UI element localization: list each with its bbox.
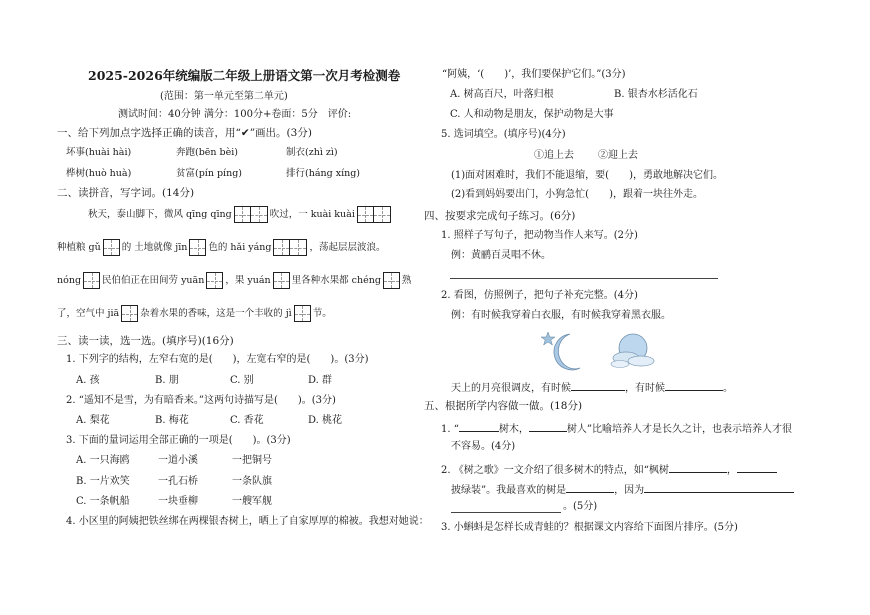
scope-text: (范围：第一单元至第二单元) [160,91,288,102]
tianzige-box[interactable] [383,272,400,289]
r-q5-choice-2[interactable]: ②迎上去 [598,150,638,161]
tianzige-box[interactable] [294,305,311,322]
s3-q2-option-c[interactable]: C. 香花 [230,415,264,426]
s2-text: 种植粮 gǔ [57,241,101,253]
s3-q3-option-text: 一艘军舰 [232,496,272,507]
s3-q2-option-a[interactable]: A. 梨花 [76,415,110,426]
s5-text: 树人”比喻培养人才是长久之计，也表示培养人才很 [566,424,792,435]
tianzige-box[interactable] [103,239,120,256]
s3-q3: 3. 下面的量词运用全部正确的一项是( )。(3分) [66,435,291,446]
answer-blank[interactable] [669,463,727,473]
tianzige-box[interactable] [234,206,268,223]
answer-blank[interactable] [566,483,614,493]
s4-q1: 1. 照样子写句子，把动物当作人来写。(2分) [441,230,638,241]
s4-moon-sentence [451,381,733,394]
s1-word-1[interactable]: 坏事(huài hài) [66,147,132,158]
section1-question-text: 一、给下列加点字选择正确的读音，用“ [57,127,241,139]
s3-q3-option-text: 一道小溪 [158,455,198,466]
moon-picture [540,330,670,375]
answer-line[interactable] [450,278,718,279]
r-option-a[interactable]: A. 树高百尺，叶落归根 [450,89,554,100]
s3-q2-option-d[interactable]: D. 桃花 [308,415,343,426]
s2-text: ，果 yuán [225,274,271,286]
s3-q3-option-text: 一块垂柳 [158,496,198,507]
tianzige-box[interactable] [357,206,391,223]
section5-question: 五、根据所学内容做一做。(18分) [424,400,583,412]
s5-q1 [441,422,792,435]
s2-text: 吹过，一 kuài kuài [269,208,355,220]
s5-text: ， [726,465,737,476]
s3-q1: 1. 下列字的结构，左窄右宽的是( )，左宽右窄的是( )。(3分) [66,354,369,365]
s2-text: 民伯伯正在田间劳 yuān [102,274,205,286]
cloudy-moon-icon [611,334,654,368]
s1-word-4[interactable]: 桦树(huò huà) [66,168,132,179]
s3-q3-option-c[interactable]: C. 一条帆船 [76,496,130,507]
s3-q1-option-c[interactable]: C. 别 [230,375,254,386]
s4-moon-text: 。 [723,383,733,394]
tianzige-box[interactable] [273,272,290,289]
r-option-b[interactable]: B. 银杏水杉活化石 [614,89,698,100]
s3-q2-option-b[interactable]: B. 梅花 [155,415,189,426]
tianzige-box[interactable] [121,305,138,322]
s2-text: ，荡起层层波浪。 [309,241,386,253]
page-title: 2025-2026年统编版二年级上册语文第一次月考检测卷 [88,68,401,83]
s2-text: 节。 [312,307,332,319]
s3-q3-option-text: 一孔石桥 [158,476,198,487]
s3-q1-option-a[interactable]: A. 孩 [76,375,100,386]
s1-word-5[interactable]: 贫富(pín píng) [176,168,242,179]
s3-q4: 4. 小区里的阿姨把铁丝绑在两棵银杏树上，晒上了自家厚厚的棉被。我想对她说： [66,516,429,527]
check-icon: ✔ [240,127,250,139]
crescent-moon-icon [554,334,580,370]
s2-text: 杂着水果的香味，这是一个丰收的 jì [140,307,292,319]
s3-q1-option-d[interactable]: D. 群 [308,375,333,386]
r-q5-sentence-2: (2)看到妈妈要出门，小狗急忙( )，跟着一块往外走。 [451,189,703,200]
s3-q2: 2. “遥知不是雪，为有暗香来。”这两句诗描写是( )。(3分) [66,395,336,406]
star-icon [541,332,555,345]
s4-moon-text: ，有时候 [625,383,665,394]
s4-example-2: 例：有时候我穿着白衣服，有时候我穿着黑衣服。 [451,310,671,321]
r-option-c[interactable]: C. 人和动物是朋友，保护动物是大事 [450,109,614,120]
answer-blank[interactable] [571,381,625,391]
tianzige-box[interactable] [83,272,100,289]
s2-line-4 [57,305,332,322]
s5-q1-cont: 不容易。(4分) [451,441,516,452]
s5-text: 树木， [498,424,529,435]
tianzige-box[interactable] [273,239,307,256]
s2-line-2 [57,239,386,256]
s2-text: nóng [57,274,82,286]
s1-word-2[interactable]: 奔跑(bēn bèi) [176,147,238,158]
s5-text: ，因为 [614,485,645,496]
s2-line-3 [57,272,411,289]
section1-question [57,128,312,139]
s2-text: 秋天，泰山脚下，微风 qīng qīng [88,208,232,220]
r-q5-sentence-1: (1)面对困难时，我们不能退缩，要( )，勇敢地解决它们。 [451,170,723,181]
s5-text: 2. 《树之歌》一文介绍了很多树木的特点，如“枫树 [441,465,669,476]
answer-blank[interactable] [529,422,567,432]
s4-q2: 2. 看图，仿照例子，把句子补充完整。(4分) [441,290,638,301]
s3-q1-option-b[interactable]: B. 朋 [155,375,179,386]
s5-text: 披绿装”。我最喜欢的树是 [451,485,567,496]
s3-q3-option-b[interactable]: B. 一片欢笑 [76,476,130,487]
s1-word-3[interactable]: 制衣(zhì zì) [286,147,338,158]
s2-text: 的 土地就像 jīn [121,241,188,253]
section2-question: 二、读拼音，写字词。(14分) [57,187,195,199]
r-q5: 5. 选词填空。(填序号)(4分) [441,129,566,140]
tianzige-box[interactable] [206,272,223,289]
answer-blank[interactable] [665,381,723,391]
s1-word-6[interactable]: 排行(háng xíng) [286,168,361,179]
answer-blank[interactable] [737,463,777,473]
answer-line[interactable] [451,512,561,513]
s5-q2 [441,463,777,476]
s5-text: 1. “ [441,424,459,435]
s5-q3: 3. 小蝌蚪是怎样长成青蛙的？根据课文内容给下面图片排序。(5分) [441,522,738,533]
exam-info: 测试时间：40分钟 满分：100分+卷面：5分 评价: [118,109,352,120]
r-q5-choice-1[interactable]: ①追上去 [534,150,574,161]
answer-blank[interactable] [644,483,794,493]
s5-q2-score: 。(5分) [563,501,598,512]
s2-text: 熟 [401,274,412,286]
tianzige-box[interactable] [189,239,206,256]
s4-example-1: 例：黄鹂百灵唱不休。 [451,250,551,261]
answer-blank[interactable] [459,422,499,432]
s5-q2-cont [451,483,794,496]
s3-q3-option-a[interactable]: A. 一只海鸥 [76,455,130,466]
s2-line-1 [88,206,393,223]
s3-q3-option-text: 一把铜号 [232,455,272,466]
s2-text: 色的 hǎi yáng [208,241,272,253]
r-top-text: “阿姨，‘( )’，我们要保护它们。”(3分) [442,69,626,80]
s3-q3-option-text: 一条队旗 [232,476,272,487]
s2-text: 了，空气中 jiā [57,307,120,319]
section4-question: 四、按要求完成句子练习。(6分) [424,210,576,222]
s2-text: 里各种水果都 chéng [291,274,381,286]
s4-moon-text: 天上的月亮很调皮，有时候 [451,383,571,394]
section1-question-tail: ”画出。(3分) [249,127,312,139]
section3-question: 三、读一读，选一选。(填序号)(16分) [57,335,234,347]
